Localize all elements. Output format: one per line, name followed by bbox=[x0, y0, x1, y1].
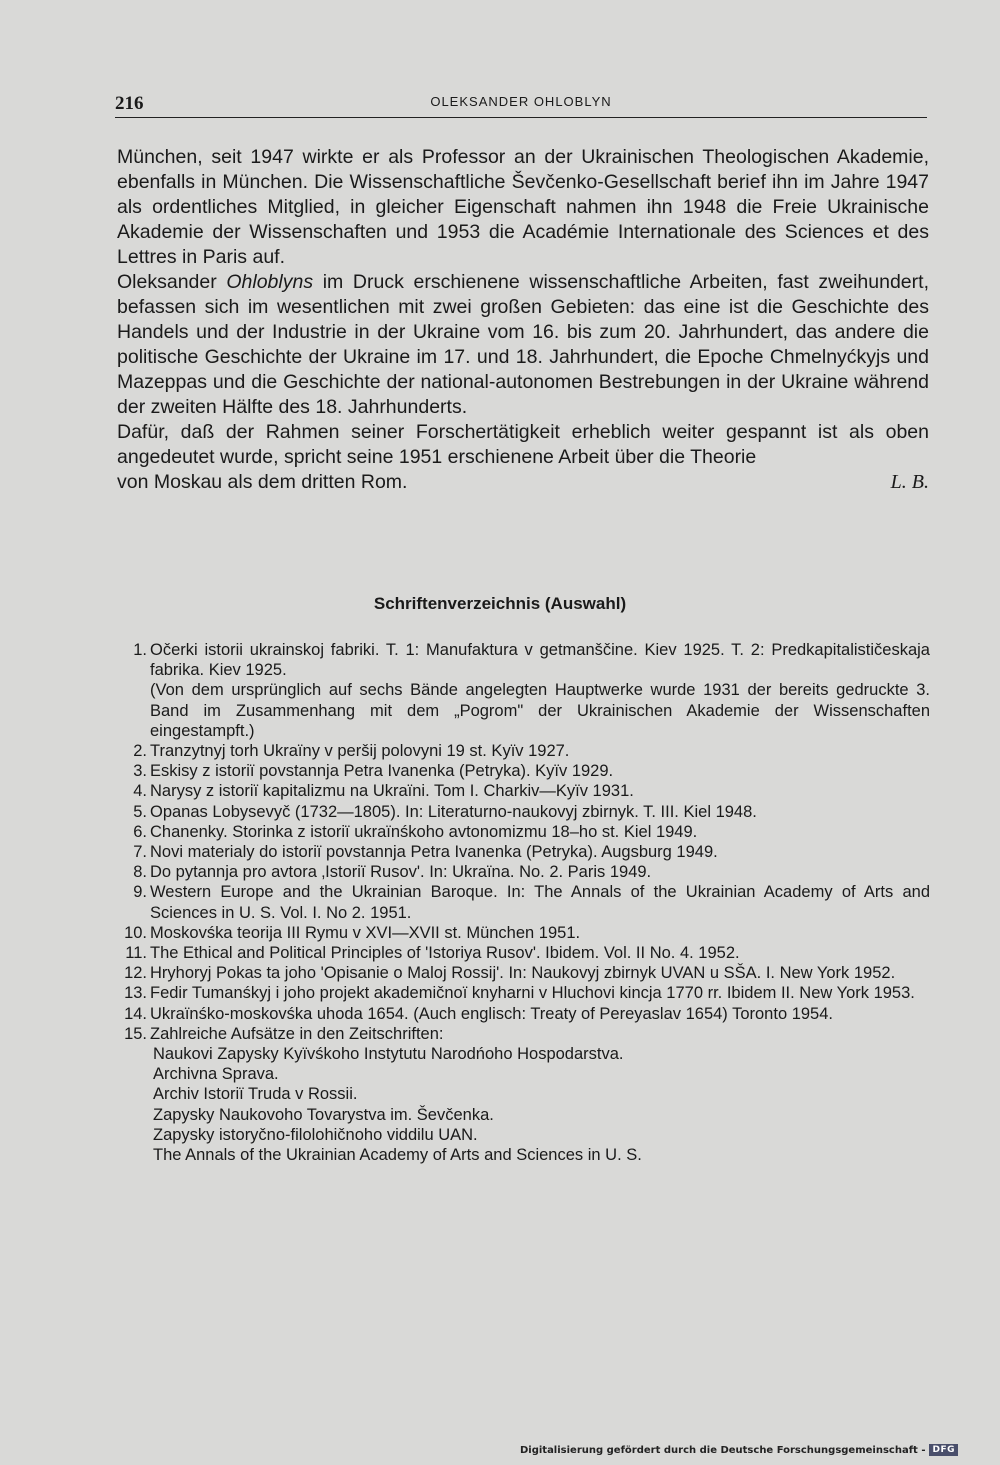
bibliography-item bbox=[110, 862, 930, 882]
bibliography-item bbox=[110, 822, 930, 842]
item-text: Tranzytnyj torh Ukraïny v peršij polovyni 19 st. Kyïv 1927. bbox=[150, 742, 570, 761]
bibliography-item bbox=[110, 781, 930, 801]
bibliography-list bbox=[110, 640, 930, 1165]
journal-name: Zapysky istoryčno-filolohičnoho viddilu UAN. bbox=[153, 1125, 478, 1144]
signature: L. B. bbox=[890, 471, 929, 493]
bibliography-item bbox=[110, 741, 930, 761]
bibliography-item bbox=[110, 761, 930, 781]
item-text: Do pytannja pro avtora ‚Istoriï Rusov'. In: Ukraïna. No. 2. Paris 1949. bbox=[150, 863, 652, 882]
paragraph-1: München, seit 1947 wirkte er als Professor an der Ukrainischen Theologischen Akademie, ebenfalls in München. Die Wissenschaftliche Ševčenko-Gesellschaft berief ihn im Jahre 1947 als ordentliches Mitglied, in gleicher Eigenschaft nahmen ihn 1948 die Freie Ukrainische Akademie der Wissenschaften und 1953 die Académie Internationale des Sciences et des Lettres in Paris auf. bbox=[117, 146, 929, 268]
item-number: 15. bbox=[124, 1024, 147, 1043]
paragraph-2-rest: im Druck erschienene wissenschaftliche Arbeiten, fast zweihundert, befassen sich im wesentlichen mit zwei großen Gebieten: das eine ist die Geschichte des Handels und der Industrie in der Ukraine vom 16. bis zum 20. Jahrhundert, das andere die politische Geschichte der Ukraine im 17. und 18. Jahrhundert, die Epoche Chmelnyćkyjs und Mazeppas und die Geschichte der national-autonomen Bestrebungen in der Ukraine während der zweiten Hälfte des 18. Jahrhunderts. bbox=[117, 271, 929, 418]
item-text: Zahlreiche Aufsätze in den Zeitschriften: bbox=[150, 1024, 444, 1043]
item-number: 7. bbox=[133, 843, 147, 862]
bibliography-item bbox=[110, 882, 930, 922]
item-number: 2. bbox=[133, 742, 147, 761]
journal-name: Archivna Sprava. bbox=[153, 1065, 279, 1084]
journal-name: Zapysky Naukovoho Tovarystva im. Ševčenka. bbox=[153, 1105, 494, 1124]
author-name: Ohloblyns bbox=[226, 271, 314, 293]
item-number: 4. bbox=[133, 782, 147, 801]
item-number: 9. bbox=[133, 883, 147, 902]
item-text: Ukraïnśko-moskovśka uhoda 1654. (Auch englisch: Treaty of Pereyaslav 1654) Toronto 1954. bbox=[150, 1004, 833, 1023]
digitization-credit bbox=[520, 1444, 958, 1456]
item-text: Fedir Tumanśkyj i joho projekt akademičnoï knyharni v Hluchovi kincja 1770 rr. Ibidem II. New York 1953. bbox=[150, 984, 915, 1003]
paragraph-3: Dafür, daß der Rahmen seiner Forschertätigkeit erheblich weiter gespannt ist als oben angedeutet wurde, spricht seine 1951 erschienene Arbeit über die Theorie bbox=[117, 421, 929, 468]
paragraph-2-start: Oleksander bbox=[117, 271, 227, 293]
item-body bbox=[150, 1024, 930, 1165]
credit-text: Digitalisierung gefördert durch die Deutsche Forschungsgemeinschaft - bbox=[519, 1444, 926, 1456]
item-text: Eskisy z istoriï povstannja Petra Ivanenka (Petryka). Kyïv 1929. bbox=[150, 762, 614, 781]
item-note: (Von dem ursprünglich auf sechs Bände angelegten Hauptwerke wurde 1931 der bereits gedruckte 3. Band im Zusammenhang mit dem „Pogrom" der Ukrainischen Akademie der Wissenschaften eingestampft.) bbox=[150, 681, 930, 740]
item-number: 12. bbox=[124, 964, 147, 983]
bibliography-title: Schriftenverzeichnis (Auswahl) bbox=[373, 594, 627, 613]
page-number: 216 bbox=[115, 93, 144, 114]
bibliography-item bbox=[110, 943, 930, 963]
item-number: 14. bbox=[124, 1004, 147, 1023]
journal-name: The Annals of the Ukrainian Academy of Arts and Sciences in U. S. bbox=[153, 1146, 642, 1165]
item-text: Narysy z istoriï kapitalizmu na Ukraïni. Tom I. Charkiv—Kyïv 1931. bbox=[150, 782, 634, 801]
bibliography-item bbox=[110, 1024, 930, 1165]
item-text: Hryhoryj Pokas ta joho 'Opisanie o Maloj Rossij'. In: Naukovyj zbirnyk UVAN u SŠA. I. New York 1952. bbox=[150, 964, 896, 983]
bibliography-item bbox=[110, 923, 930, 943]
item-number: 13. bbox=[124, 984, 147, 1003]
bibliography-item bbox=[110, 842, 930, 862]
journal-name: Naukovi Zapysky Kyïvśkoho Instytutu Narodńoho Hospodarstva. bbox=[153, 1045, 624, 1064]
item-text: Moskovśka teorija III Rymu v XVI—XVII st. München 1951. bbox=[150, 923, 581, 942]
bibliography-item bbox=[110, 1004, 930, 1024]
item-text: Western Europe and the Ukrainian Baroque. In: The Annals of the Ukrainian Academy of Arts and Sciences in U. S. Vol. I. No 2. 1951. bbox=[150, 883, 930, 922]
item-number: 6. bbox=[133, 822, 147, 841]
item-text: Novi materialy do istoriï povstannja Petra Ivanenka (Petryka). Augsburg 1949. bbox=[150, 843, 718, 862]
paragraph-3-end: von Moskau als dem dritten Rom. bbox=[117, 471, 408, 493]
item-number: 8. bbox=[133, 863, 147, 882]
running-title: OLEKSANDER OHLOBLYN bbox=[430, 94, 612, 109]
item-number: 11. bbox=[125, 944, 147, 963]
bibliography-item bbox=[110, 640, 930, 741]
bibliography-item bbox=[110, 802, 930, 822]
item-text: Opanas Lobysevyč (1732—1805). In: Literaturno-naukovyj zbirnyk. T. III. Kiel 1948. bbox=[150, 802, 757, 821]
bibliography-item bbox=[110, 983, 930, 1003]
item-text: The Ethical and Political Principles of 'Istoriya Rusov'. Ibidem. Vol. II No. 4. 1952. bbox=[150, 944, 740, 963]
dfg-logo-icon: DFG bbox=[929, 1444, 958, 1456]
paragraph-3-last-line bbox=[117, 470, 929, 495]
item-number: 10. bbox=[124, 923, 147, 942]
item-text: Chanenky. Storinka z istoriï ukraïnśkoho avtonomizmu 18–ho st. Kiel 1949. bbox=[150, 822, 698, 841]
body-text bbox=[117, 145, 929, 495]
item-text: Očerki istorii ukrainskoj fabriki. T. 1: Manufaktura v getmanščine. Kiev 1925. T. 2: Predkapitalističeskaja fabrika. Kiev 1925. bbox=[150, 641, 930, 680]
item-number: 5. bbox=[133, 802, 147, 821]
item-body bbox=[150, 640, 930, 741]
journal-name: Archiv Istoriï Truda v Rossii. bbox=[153, 1085, 358, 1104]
running-header bbox=[115, 93, 927, 118]
item-number: 3. bbox=[133, 762, 147, 781]
bibliography-item bbox=[110, 963, 930, 983]
item-number: 1. bbox=[133, 641, 147, 659]
paragraph-2 bbox=[117, 270, 929, 420]
